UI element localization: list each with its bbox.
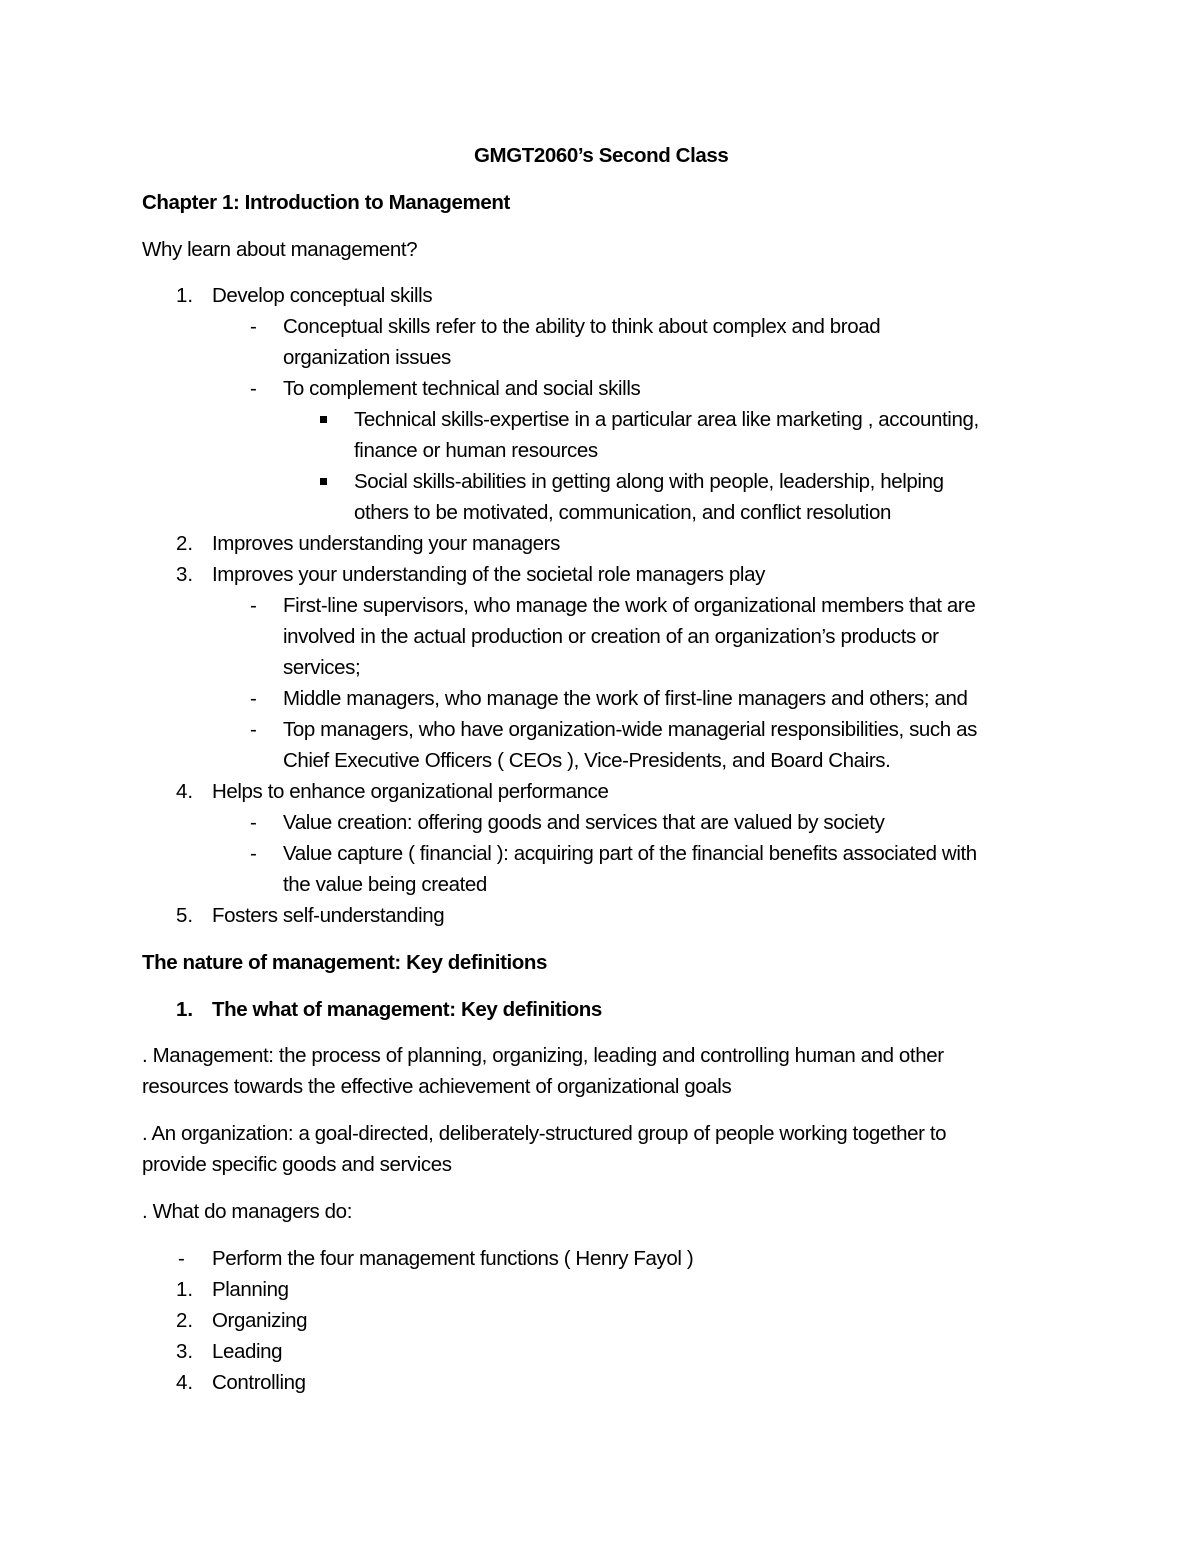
list-item: Improves understanding your managers [212, 532, 560, 555]
list-item-continuation: finance or human resources [354, 439, 598, 462]
list-item: Top managers, who have organization-wide managerial responsibilities, such as [283, 718, 977, 741]
subsection-heading: The what of management: Key definitions [212, 998, 602, 1021]
function-item: Organizing [212, 1309, 308, 1332]
function-item: Leading [212, 1340, 283, 1363]
square-bullet-icon [320, 416, 327, 423]
square-bullet-icon [320, 478, 327, 485]
chapter-heading: Chapter 1: Introduction to Management [142, 191, 510, 214]
list-item: First-line supervisors, who manage the work of organizational members that are [283, 594, 976, 617]
list-number: 4. [176, 1371, 194, 1394]
list-number: 5. [176, 904, 194, 927]
dash-bullet: - [250, 842, 257, 865]
dash-bullet: - [178, 1247, 185, 1270]
list-item: Helps to enhance organizational performance [212, 780, 609, 803]
list-number: 3. [176, 563, 194, 586]
definition-organization-continuation: provide specific goods and services [142, 1153, 452, 1176]
why-question: Why learn about management? [142, 238, 418, 261]
definition-management-continuation: resources towards the effective achievement of organizational goals [142, 1075, 732, 1098]
list-item: Technical skills-expertise in a particular area like marketing , accounting, [354, 408, 979, 431]
list-item: Improves your understanding of the societal role managers play [212, 563, 765, 586]
function-item: Controlling [212, 1371, 306, 1394]
list-number: 2. [176, 1309, 194, 1332]
list-item-continuation: involved in the actual production or creation of an organization’s products or [283, 625, 939, 648]
definition-organization: . An organization: a goal-directed, deliberately-structured group of people working together to [142, 1122, 947, 1145]
list-item: Social skills-abilities in getting along with people, leadership, helping [354, 470, 944, 493]
list-number: 4. [176, 780, 194, 803]
list-number: 1. [176, 998, 194, 1021]
list-item-continuation: organization issues [283, 346, 451, 369]
list-item-continuation: others to be motivated, communication, and conflict resolution [354, 501, 891, 524]
document-title: GMGT2060’s Second Class [474, 144, 729, 167]
dash-bullet: - [250, 811, 257, 834]
list-item: Fosters self-understanding [212, 904, 445, 927]
list-item-continuation: Chief Executive Officers ( CEOs ), Vice-Presidents, and Board Chairs. [283, 749, 891, 772]
list-item: Conceptual skills refer to the ability to think about complex and broad [283, 315, 881, 338]
dash-bullet: - [250, 718, 257, 741]
list-item: Middle managers, who manage the work of first-line managers and others; and [283, 687, 968, 710]
list-item-continuation: services; [283, 656, 361, 679]
section-heading: The nature of management: Key definitions [142, 951, 548, 974]
dash-bullet: - [250, 594, 257, 617]
list-number: 1. [176, 284, 194, 307]
list-item: Value capture ( financial ): acquiring part of the financial benefits associated with [283, 842, 977, 865]
what-managers-do: . What do managers do: [142, 1200, 352, 1223]
list-number: 1. [176, 1278, 194, 1301]
dash-bullet: - [250, 315, 257, 338]
list-item: Develop conceptual skills [212, 284, 433, 307]
list-item: To complement technical and social skills [283, 377, 641, 400]
list-number: 2. [176, 532, 194, 555]
list-item: Perform the four management functions ( Henry Fayol ) [212, 1247, 694, 1270]
definition-management: . Management: the process of planning, organizing, leading and controlling human and other [142, 1044, 944, 1067]
list-number: 3. [176, 1340, 194, 1363]
dash-bullet: - [250, 687, 257, 710]
function-item: Planning [212, 1278, 289, 1301]
list-item: Value creation: offering goods and services that are valued by society [283, 811, 885, 834]
dash-bullet: - [250, 377, 257, 400]
list-item-continuation: the value being created [283, 873, 487, 896]
